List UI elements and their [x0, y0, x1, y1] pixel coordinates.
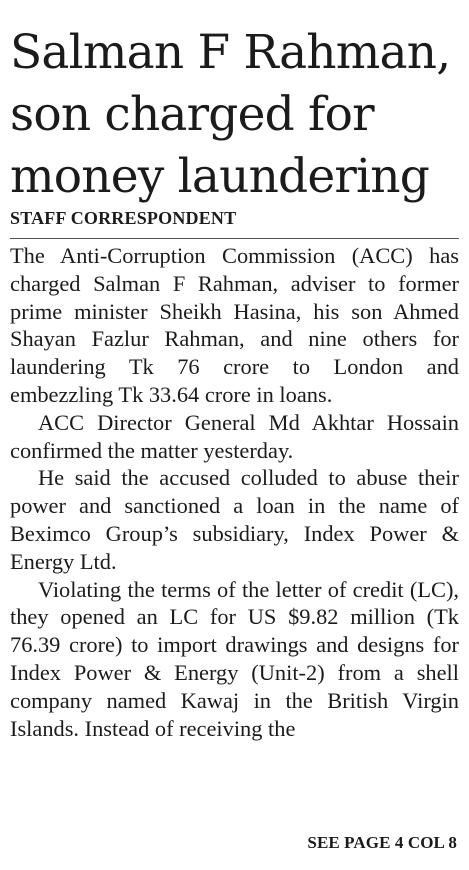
- paragraph: Violating the terms of the letter of credit (LC), they opened an LC for US $9.82 million (Tk 76.39 crore) to import drawings and designs for Index Power & Energy (Unit-2) from a shell company named Kawaj in the British Virgin Islands. Instead of receiving the: [10, 576, 459, 741]
- paragraph: He said the accused colluded to abuse their power and sanctioned a loan in the name of Beximco Group’s subsidiary, Index Power & Energy Ltd.: [10, 465, 459, 574]
- continuation-reference: SEE PAGE 4 COL 8: [307, 833, 457, 852]
- headline-line: Salman F Rahman,: [10, 25, 451, 80]
- paragraph: The Anti-Corruption Commission (ACC) has charged Salman F Rahman, adviser to former prime minister Sheikh Hasina, his son Ahmed Shayan Fazlur Rahman, and nine others for laundering Tk 76 crore to London and embezzling Tk 33.64 crore in loans.: [10, 243, 459, 407]
- headline-line: money laundering: [10, 149, 429, 204]
- headline: [10, 22, 459, 208]
- byline: STAFF CORRESPONDENT: [10, 208, 459, 239]
- headline-line: son charged for: [10, 87, 374, 142]
- article-body: [10, 242, 459, 742]
- paragraph: ACC Director General Md Akhtar Hossain confirmed the matter yesterday.: [10, 409, 459, 463]
